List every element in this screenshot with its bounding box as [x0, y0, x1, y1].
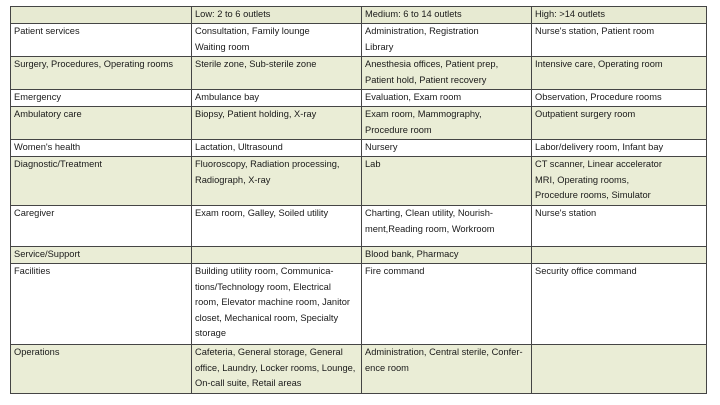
row-category: Emergency — [11, 90, 192, 107]
cell-high: Labor/delivery room, Infant bay — [532, 140, 707, 157]
cell-low: Lactation, Ultrasound — [192, 140, 362, 157]
cell-low — [192, 247, 362, 264]
table-row — [11, 157, 707, 206]
row-category: Patient services — [11, 24, 192, 57]
row-category: Women's health — [11, 140, 192, 157]
cell-low: Consultation, Family lounge Waiting room — [192, 24, 362, 57]
table-row — [11, 247, 707, 264]
cell-high: CT scanner, Linear accelerator MRI, Operating rooms, Procedure rooms, Simulator — [532, 157, 707, 206]
cell-medium: Charting, Clean utility, Nourish- ment,Reading room, Workroom — [362, 206, 532, 247]
table-row — [11, 24, 707, 57]
header-low: Low: 2 to 6 outlets — [192, 7, 362, 24]
header-category — [11, 7, 192, 24]
row-category: Operations — [11, 345, 192, 394]
cell-low: Sterile zone, Sub-sterile zone — [192, 57, 362, 90]
table-row — [11, 345, 707, 394]
cell-high — [532, 345, 707, 394]
outlet-table-container — [10, 6, 706, 394]
cell-high: Observation, Procedure rooms — [532, 90, 707, 107]
cell-medium: Blood bank, Pharmacy — [362, 247, 532, 264]
header-medium: Medium: 6 to 14 outlets — [362, 7, 532, 24]
cell-high: Intensive care, Operating room — [532, 57, 707, 90]
cell-low: Ambulance bay — [192, 90, 362, 107]
header-row — [11, 7, 707, 24]
cell-low: Biopsy, Patient holding, X-ray — [192, 107, 362, 140]
cell-low: Building utility room, Communica- tions/Technology room, Electrical room, Elevator machine room, Janitor closet, Mechanical room, Specialty storage — [192, 264, 362, 345]
row-category: Ambulatory care — [11, 107, 192, 140]
cell-low: Exam room, Galley, Soiled utility — [192, 206, 362, 247]
table-row — [11, 206, 707, 247]
cell-medium: Exam room, Mammography, Procedure room — [362, 107, 532, 140]
row-category: Diagnostic/Treatment — [11, 157, 192, 206]
cell-medium: Administration, Registration Library — [362, 24, 532, 57]
row-category: Caregiver — [11, 206, 192, 247]
table-row — [11, 90, 707, 107]
cell-medium: Administration, Central sterile, Confer- ence room — [362, 345, 532, 394]
cell-high: Nurse's station, Patient room — [532, 24, 707, 57]
table-row — [11, 57, 707, 90]
row-category: Facilities — [11, 264, 192, 345]
cell-medium: Lab — [362, 157, 532, 206]
cell-high: Nurse's station — [532, 206, 707, 247]
cell-medium: Evaluation, Exam room — [362, 90, 532, 107]
outlet-density-table — [10, 6, 707, 394]
table-row — [11, 140, 707, 157]
header-high: High: >14 outlets — [532, 7, 707, 24]
row-category: Surgery, Procedures, Operating rooms — [11, 57, 192, 90]
row-category: Service/Support — [11, 247, 192, 264]
cell-low: Fluoroscopy, Radiation processing, Radiograph, X-ray — [192, 157, 362, 206]
cell-high: Outpatient surgery room — [532, 107, 707, 140]
cell-low: Cafeteria, General storage, General office, Laundry, Locker rooms, Lounge, On-call suite, Retail areas — [192, 345, 362, 394]
cell-medium: Anesthesia offices, Patient prep, Patient hold, Patient recovery — [362, 57, 532, 90]
table-row — [11, 264, 707, 345]
cell-medium: Nursery — [362, 140, 532, 157]
cell-high — [532, 247, 707, 264]
table-row — [11, 107, 707, 140]
cell-high: Security office command — [532, 264, 707, 345]
cell-medium: Fire command — [362, 264, 532, 345]
